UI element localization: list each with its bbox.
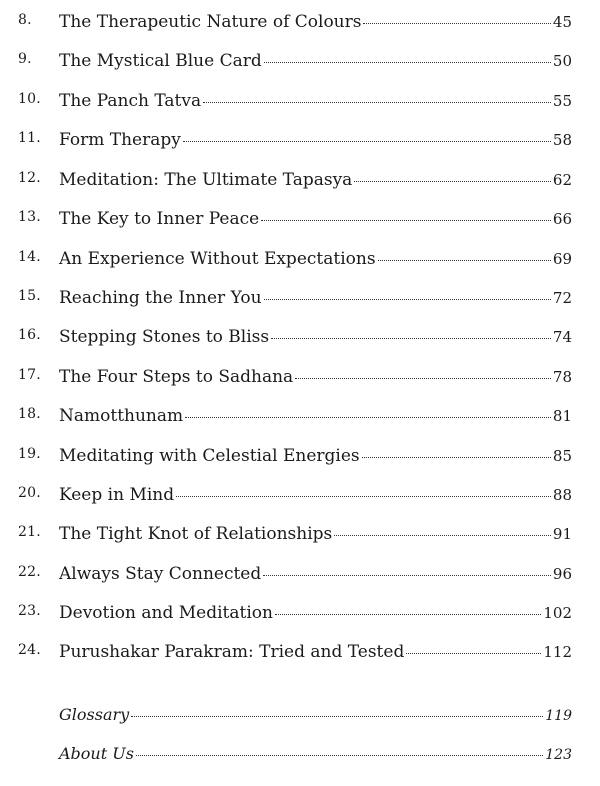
toc-entry-line xyxy=(59,12,572,32)
chapter-number: 14. xyxy=(18,249,41,265)
about-us-title: About Us xyxy=(59,744,134,763)
page-number: 88 xyxy=(552,486,572,504)
chapter-number: 18. xyxy=(18,406,41,422)
dot-leader xyxy=(183,141,551,142)
dot-leader xyxy=(406,653,541,654)
toc-entry-10[interactable] xyxy=(0,91,600,121)
toc-entry-15[interactable] xyxy=(0,288,600,318)
chapter-title: The Panch Tatva xyxy=(59,91,202,111)
toc-entry-line xyxy=(59,446,572,466)
chapter-title: The Key to Inner Peace xyxy=(59,209,260,229)
page-number: 72 xyxy=(552,289,572,307)
dot-leader xyxy=(263,575,551,576)
chapter-number: 13. xyxy=(18,209,41,225)
toc-entry-23[interactable] xyxy=(0,603,600,633)
chapter-number: 22. xyxy=(18,564,41,580)
toc-entry-line xyxy=(59,705,572,724)
toc-entry-line xyxy=(59,249,572,269)
dot-leader xyxy=(136,755,543,756)
toc-entry-line xyxy=(59,51,572,71)
chapter-title: The Four Steps to Sadhana xyxy=(59,367,294,387)
toc-entry-14[interactable] xyxy=(0,249,600,279)
chapter-title: Namotthunam xyxy=(59,406,184,426)
chapter-number: 11. xyxy=(18,130,41,146)
chapter-number: 20. xyxy=(18,485,41,501)
chapter-number: 17. xyxy=(18,367,41,383)
toc-entry-11[interactable] xyxy=(0,130,600,160)
toc-entry-13[interactable] xyxy=(0,209,600,239)
toc-entry-line xyxy=(59,485,572,505)
dot-leader xyxy=(295,378,551,379)
chapter-number: 10. xyxy=(18,91,41,107)
toc-entry-line xyxy=(59,327,572,347)
toc-entry-line xyxy=(59,744,572,763)
toc-entry-line xyxy=(59,642,572,662)
dot-leader xyxy=(354,181,551,182)
dot-leader xyxy=(334,535,551,536)
toc-entry-17[interactable] xyxy=(0,367,600,397)
dot-leader xyxy=(264,299,551,300)
page-number: 123 xyxy=(545,747,572,763)
page-number: 78 xyxy=(552,368,572,386)
chapter-number: 8. xyxy=(18,12,32,28)
toc-entry-line xyxy=(59,130,572,150)
toc-entry-line xyxy=(59,603,572,623)
chapter-title: Devotion and Meditation xyxy=(59,603,273,623)
chapter-title: Form Therapy xyxy=(59,130,181,150)
chapter-title: Purushakar Parakram: Tried and Tested xyxy=(59,642,405,662)
page-number: 96 xyxy=(552,565,572,583)
toc-entry-line xyxy=(59,367,572,387)
page-number: 69 xyxy=(552,250,572,268)
chapter-title: Always Stay Connected xyxy=(59,564,262,584)
toc-entry-18[interactable] xyxy=(0,406,600,436)
page-number: 55 xyxy=(552,92,572,110)
dot-leader xyxy=(131,716,543,717)
dot-leader xyxy=(271,338,551,339)
dot-leader xyxy=(378,260,551,261)
page-number: 62 xyxy=(552,171,572,189)
dot-leader xyxy=(363,23,550,24)
page-number: 50 xyxy=(552,52,572,70)
dot-leader xyxy=(264,62,551,63)
chapter-title: An Experience Without Expectations xyxy=(59,249,376,269)
page-number: 119 xyxy=(545,708,572,724)
chapter-title: Stepping Stones to Bliss xyxy=(59,327,270,347)
toc-entry-22[interactable] xyxy=(0,564,600,594)
chapter-number: 12. xyxy=(18,170,41,186)
toc-entry-line xyxy=(59,170,572,190)
dot-leader xyxy=(261,220,551,221)
page-number: 66 xyxy=(552,210,572,228)
toc-entry-line xyxy=(59,91,572,111)
chapter-number: 24. xyxy=(18,642,41,658)
page-number: 74 xyxy=(552,328,572,346)
chapter-number: 16. xyxy=(18,327,41,343)
page-number: 81 xyxy=(552,407,572,425)
toc-entry-line xyxy=(59,524,572,544)
chapter-number: 9. xyxy=(18,51,32,67)
chapter-title: Keep in Mind xyxy=(59,485,175,505)
chapter-title: Meditating with Celestial Energies xyxy=(59,446,360,466)
toc-entry-9[interactable] xyxy=(0,51,600,81)
chapter-title: The Mystical Blue Card xyxy=(59,51,262,71)
page-number: 85 xyxy=(552,447,572,465)
chapter-number: 23. xyxy=(18,603,41,619)
toc-entry-line xyxy=(59,288,572,308)
page-number: 112 xyxy=(543,643,572,661)
dot-leader xyxy=(185,417,551,418)
toc-entry-8[interactable] xyxy=(0,12,600,42)
glossary-title: Glossary xyxy=(59,705,130,724)
toc-entry-16[interactable] xyxy=(0,327,600,357)
toc-entry-glossary[interactable] xyxy=(0,705,600,735)
chapter-title: Reaching the Inner You xyxy=(59,288,262,308)
page-number: 45 xyxy=(552,13,572,31)
toc-entry-24[interactable] xyxy=(0,642,600,672)
toc-entry-19[interactable] xyxy=(0,446,600,476)
chapter-number: 21. xyxy=(18,524,41,540)
chapter-title: The Therapeutic Nature of Colours xyxy=(59,12,362,32)
toc-entry-12[interactable] xyxy=(0,170,600,200)
dot-leader xyxy=(362,457,551,458)
page-number: 102 xyxy=(543,604,572,622)
chapter-number: 19. xyxy=(18,446,41,462)
toc-entry-about-us[interactable] xyxy=(0,744,600,774)
dot-leader xyxy=(203,102,551,103)
dot-leader xyxy=(176,496,551,497)
toc-entry-line xyxy=(59,564,572,584)
chapter-title: The Tight Knot of Relationships xyxy=(59,524,333,544)
toc-entry-20[interactable] xyxy=(0,485,600,515)
page-number: 91 xyxy=(552,525,572,543)
toc-entry-line xyxy=(59,209,572,229)
toc-entry-21[interactable] xyxy=(0,524,600,554)
chapter-title: Meditation: The Ultimate Tapasya xyxy=(59,170,353,190)
chapter-number: 15. xyxy=(18,288,41,304)
page-number: 58 xyxy=(552,131,572,149)
toc-entry-line xyxy=(59,406,572,426)
dot-leader xyxy=(275,614,541,615)
